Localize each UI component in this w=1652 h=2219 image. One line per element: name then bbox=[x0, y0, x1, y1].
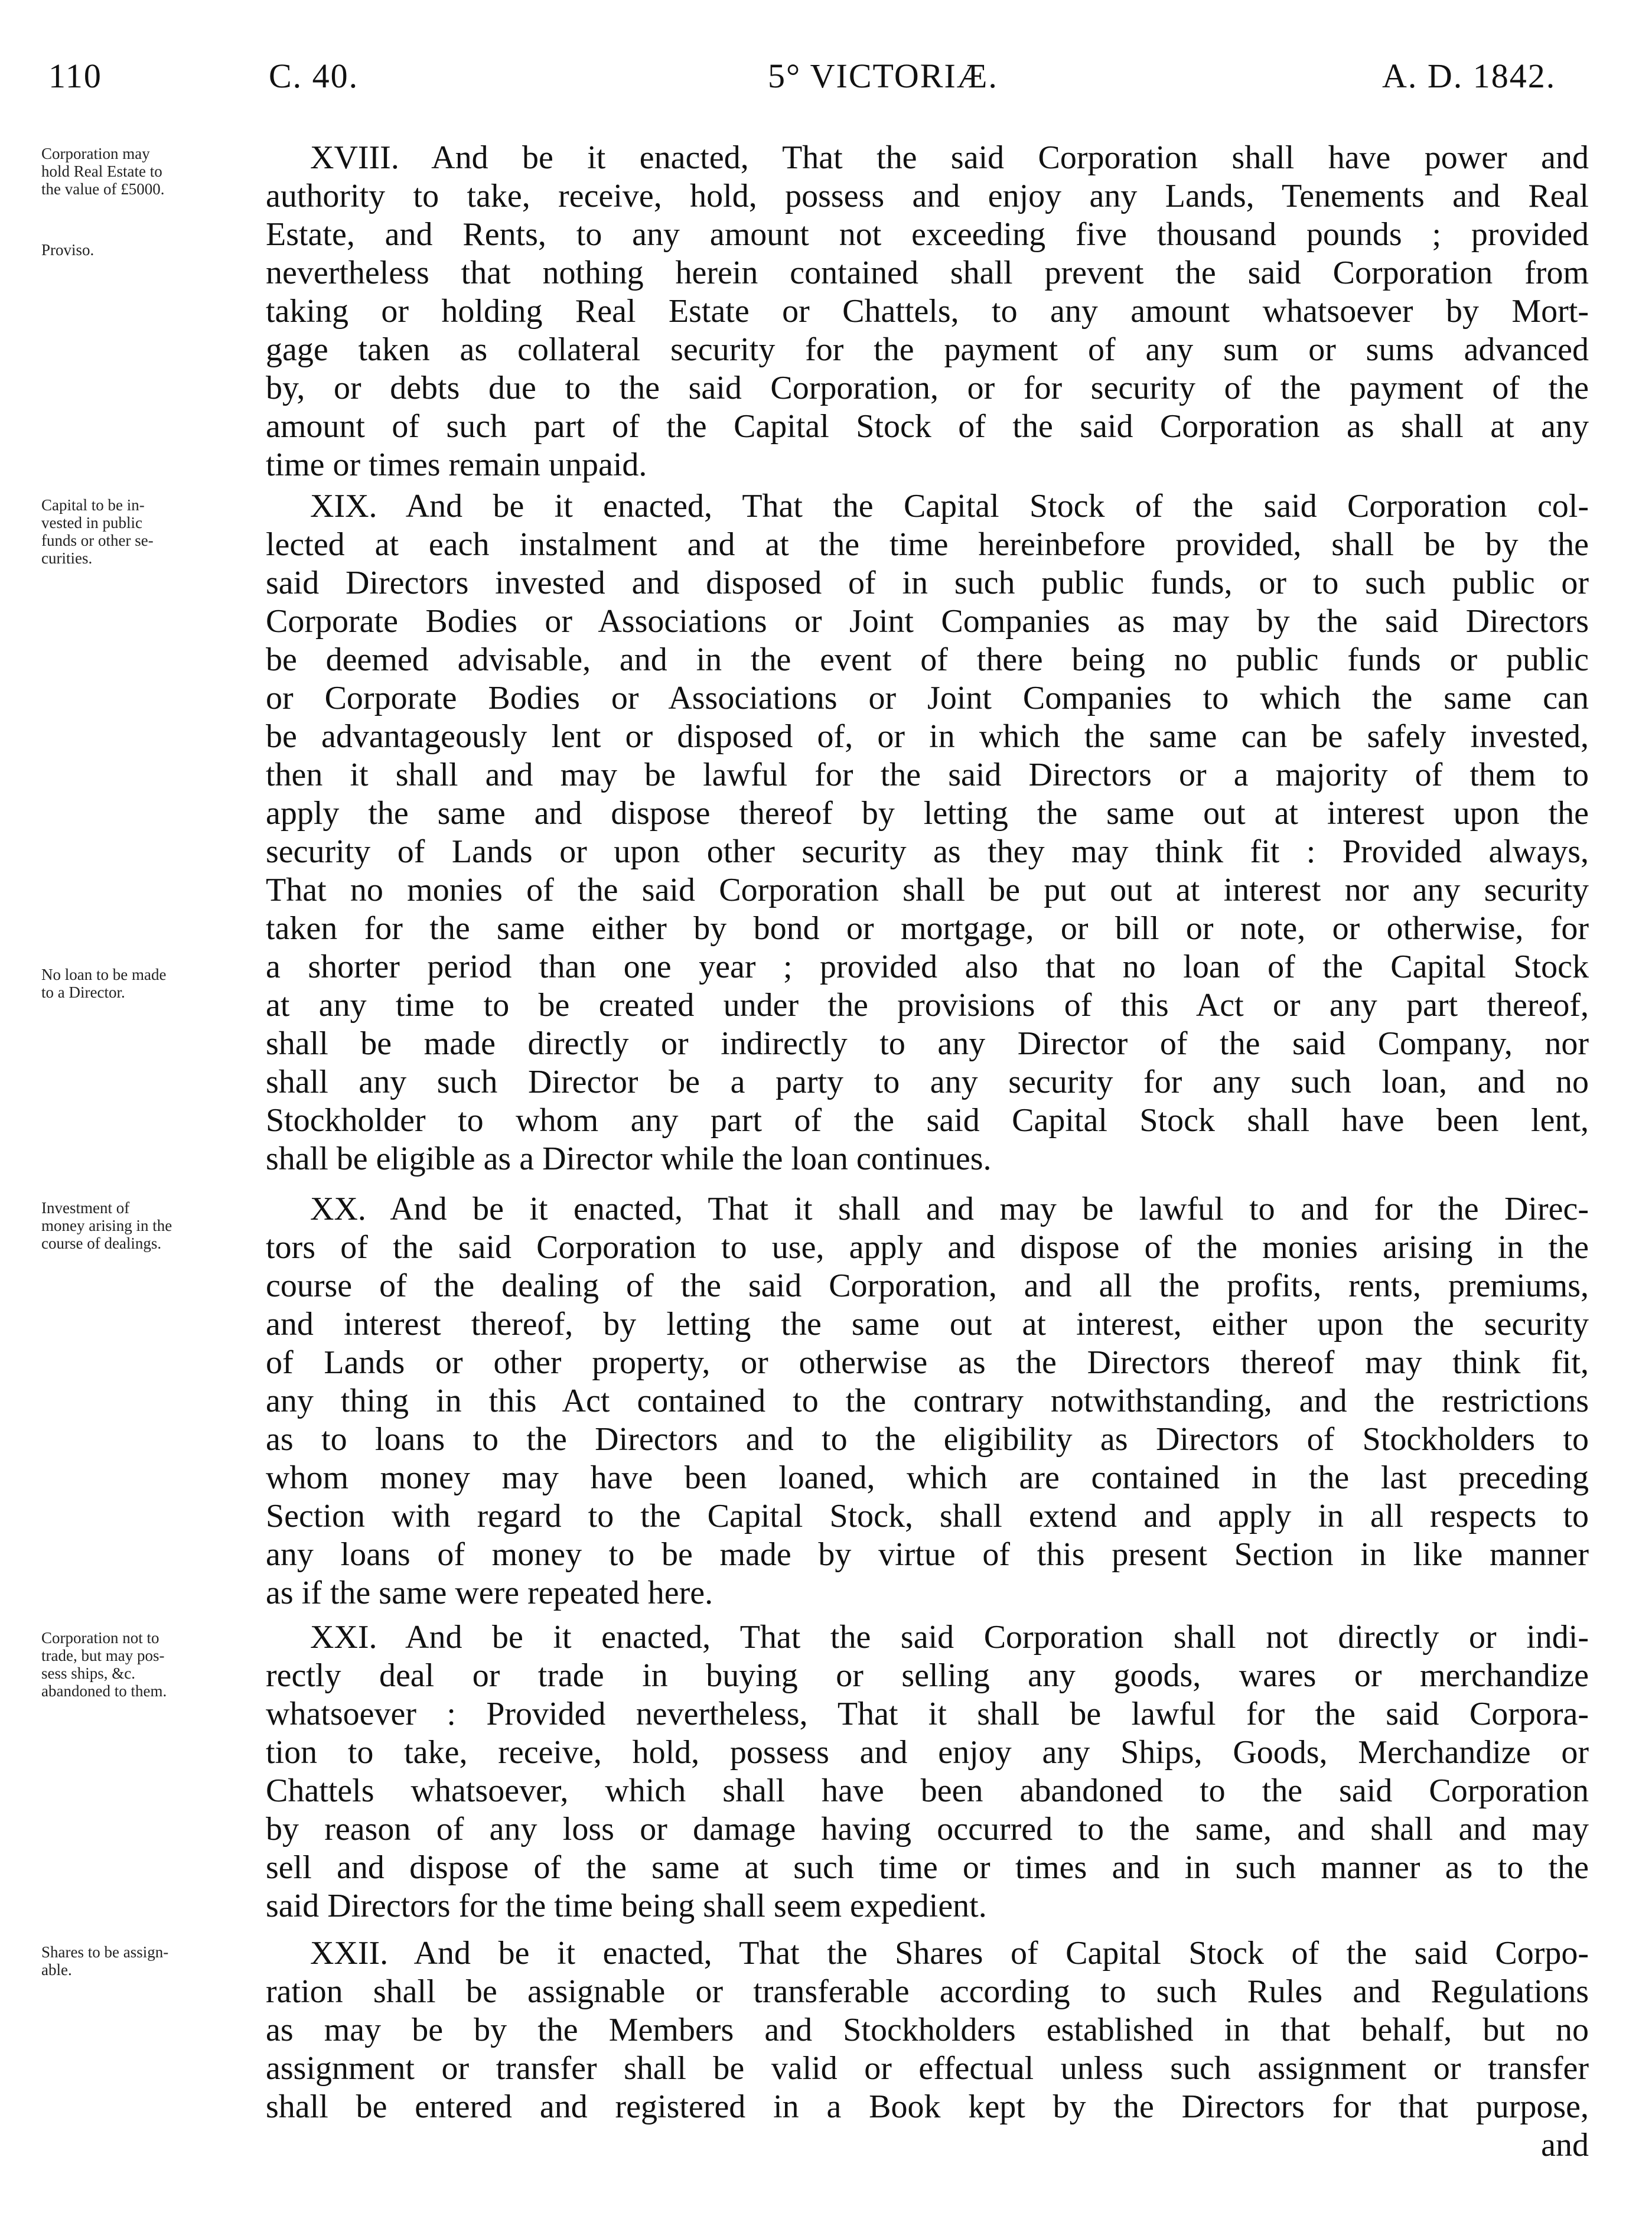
text-line: at any time to be created under the provisions of this Act or any part thereof, bbox=[266, 987, 1589, 1024]
text-line: Corporate Bodies or Associations or Joint Companies as may by the said Directors bbox=[266, 603, 1589, 640]
text-line: shall any such Director be a party to any security for any such loan, and no bbox=[266, 1064, 1589, 1100]
text-line: assignment or transfer shall be valid or effectual unless such assignment or transfer bbox=[266, 2050, 1589, 2087]
text-line: be advantageously lent or disposed of, or in which the same can be safely invested, bbox=[266, 718, 1589, 755]
text-line: whom money may have been loaned, which are contained in the last preceding bbox=[266, 1459, 1589, 1496]
text-line: shall be eligible as a Director while the loan continues. bbox=[266, 1141, 992, 1177]
text-line: Stockholder to whom any part of the said Capital Stock shall have been lent, bbox=[266, 1102, 1589, 1139]
text-line: lected at each instalment and at the time hereinbefore provided, shall be by the bbox=[266, 526, 1589, 563]
regnal-year: 5° VICTORIÆ. bbox=[768, 57, 998, 95]
text-line: said Directors for the time being shall seem expedient. bbox=[266, 1888, 987, 1924]
text-line: shall be entered and registered in a Book kept by the Directors for that purpose, bbox=[266, 2088, 1589, 2125]
text-line: amount of such part of the Capital Stock of the said Corporation as shall at any bbox=[266, 408, 1589, 445]
text-line: security of Lands or upon other security as they may think fit : Provided always, bbox=[266, 833, 1589, 870]
text-line: be deemed advisable, and in the event of there being no public funds or public bbox=[266, 641, 1589, 678]
text-line: apply the same and dispose thereof by letting the same out at interest upon the bbox=[266, 795, 1589, 832]
text-line: as may be by the Members and Stockholders established in that behalf, but no bbox=[266, 2012, 1589, 2048]
text-line: rectly deal or trade in buying or selling any goods, wares or merchandize bbox=[266, 1657, 1589, 1694]
text-line: and interest thereof, by letting the same out at interest, either upon the security bbox=[266, 1306, 1589, 1343]
text-line: taking or holding Real Estate or Chattels, to any amount whatsoever by Mort- bbox=[266, 293, 1589, 330]
text-line: XX. And be it enacted, That it shall and may be lawful to and for the Direc- bbox=[310, 1191, 1589, 1227]
margin-note-not-to-trade: Corporation not to trade, but may pos- sess ships, &c. abandoned to them. bbox=[41, 1629, 167, 1700]
margin-note-no-loan-director: No loan to be made to a Director. bbox=[41, 966, 167, 1001]
text-line: Chattels whatsoever, which shall have been abandoned to the said Corporation bbox=[266, 1772, 1589, 1809]
text-line: Section with regard to the Capital Stock, shall extend and apply in all respects to bbox=[266, 1498, 1589, 1534]
text-line: XXII. And be it enacted, That the Shares of Capital Stock of the said Corpo- bbox=[310, 1935, 1589, 1972]
text-line: a shorter period than one year ; provided also that no loan of the Capital Stock bbox=[266, 949, 1589, 985]
text-line: gage taken as collateral security for the payment of any sum or sums advanced bbox=[266, 331, 1589, 368]
text-line: That no monies of the said Corporation shall be put out at interest nor any security bbox=[266, 872, 1589, 908]
text-line: Estate, and Rents, to any amount not exceeding five thousand pounds ; provided bbox=[266, 216, 1589, 253]
text-line: as to loans to the Directors and to the eligibility as Directors of Stockholders to bbox=[266, 1421, 1589, 1458]
text-line: XVIII. And be it enacted, That the said Corporation shall have power and bbox=[310, 139, 1589, 176]
text-line: tors of the said Corporation to use, apply and dispose of the monies arising in the bbox=[266, 1229, 1589, 1266]
text-line: XIX. And be it enacted, That the Capital Stock of the said Corporation col- bbox=[310, 488, 1589, 524]
text-line: tion to take, receive, hold, possess and enjoy any Ships, Goods, Merchandize or bbox=[266, 1734, 1589, 1771]
text-line: then it shall and may be lawful for the said Directors or a majority of them to bbox=[266, 757, 1589, 793]
text-line: any thing in this Act contained to the contrary notwithstanding, and the restrictions bbox=[266, 1383, 1589, 1419]
text-line: of Lands or other property, or otherwise as the Directors thereof may think fit, bbox=[266, 1344, 1589, 1381]
page-number: 110 bbox=[48, 57, 102, 95]
text-line: time or times remain unpaid. bbox=[266, 447, 647, 483]
margin-note-investment-money: Investment of money arising in the course of dealings. bbox=[41, 1199, 172, 1252]
text-line: sell and dispose of the same at such time or times and in such manner as to the bbox=[266, 1849, 1589, 1886]
text-line: by reason of any loss or damage having occurred to the same, and shall and may bbox=[266, 1811, 1589, 1847]
text-line: whatsoever : Provided nevertheless, That it shall be lawful for the said Corpora- bbox=[266, 1696, 1589, 1732]
text-line: shall be made directly or indirectly to any Director of the said Company, nor bbox=[266, 1025, 1589, 1062]
text-line: or Corporate Bodies or Associations or Joint Companies to which the same can bbox=[266, 680, 1589, 716]
text-line: course of the dealing of the said Corporation, and all the profits, rents, premiums, bbox=[266, 1267, 1589, 1304]
margin-note-capital-invested: Capital to be in- vested in public funds or other se- curities. bbox=[41, 496, 154, 567]
text-line: ration shall be assignable or transferable according to such Rules and Regulations bbox=[266, 1973, 1589, 2010]
text-line: any loans of money to be made by virtue of this present Section in like manner bbox=[266, 1536, 1589, 1573]
text-line: as if the same were repeated here. bbox=[266, 1575, 713, 1611]
catchword: and bbox=[1541, 2127, 1589, 2163]
text-line: said Directors invested and disposed of in such public funds, or to such public or bbox=[266, 565, 1589, 601]
chapter-number: C. 40. bbox=[269, 57, 359, 95]
calendar-year: A. D. 1842. bbox=[1382, 57, 1556, 95]
text-line: XXI. And be it enacted, That the said Corporation shall not directly or indi- bbox=[310, 1619, 1589, 1656]
margin-note-proviso: Proviso. bbox=[41, 241, 95, 259]
text-line: authority to take, receive, hold, possess and enjoy any Lands, Tenements and Real bbox=[266, 178, 1589, 214]
text-line: by, or debts due to the said Corporation, or for security of the payment of the bbox=[266, 370, 1589, 406]
margin-note-real-estate: Corporation may hold Real Estate to the value of £5000. bbox=[41, 145, 165, 198]
text-line: taken for the same either by bond or mortgage, or bill or note, or otherwise, for bbox=[266, 910, 1589, 947]
text-line: nevertheless that nothing herein contained shall prevent the said Corporation from bbox=[266, 255, 1589, 291]
margin-note-shares-assignable: Shares to be assign- able. bbox=[41, 1943, 169, 1979]
